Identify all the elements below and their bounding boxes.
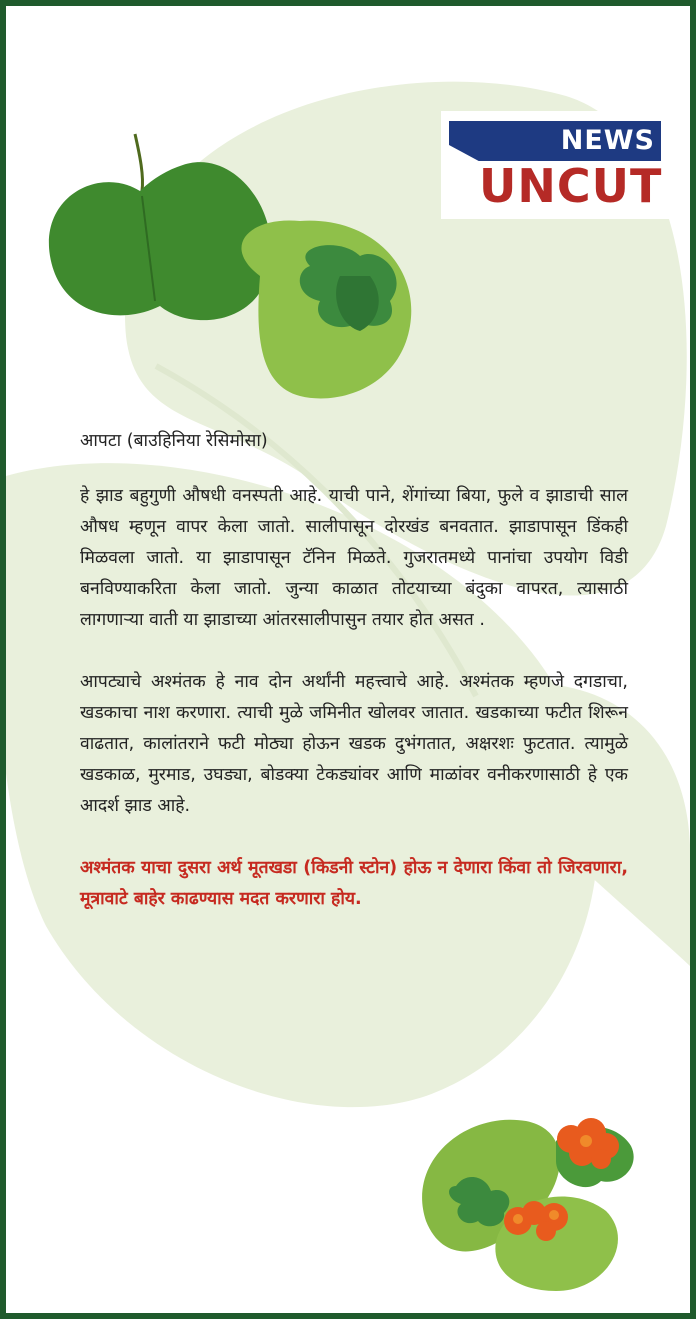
leaves-and-marigold-image	[406, 1101, 646, 1301]
article-body	[80, 426, 628, 946]
logo-uncut-text: UNCUT	[479, 159, 663, 213]
article-title: आपटा (बाउहिनिया रेसिमोसा)	[80, 431, 268, 451]
paragraph-kidney-stone: अश्मंतक याचा दुसरा अर्थ मूतखडा (किडनी स्टोन) होऊ न देणारा किंवा तो जिरवणारा, मूत्रावाटे बाहेर काढण्यास मदत करणारा होय.	[80, 858, 628, 909]
news-uncut-logo	[441, 111, 669, 219]
apta-leaves-image	[40, 126, 430, 416]
paragraph-uses: हे झाड बहुगुणी औषधी वनस्पती आहे. याची पाने, शेंगांच्या बिया, फुले व झाडाची साल औषध म्हणून वापर केला जातो. सालीपासून दोरखंड बनवतात. झाडापासून डिंकही मिळवला जातो. या झाडापासून टॅनिन मिळते. गुजरातमध्ये पानांचा उपयोग विडी बनविण्याकरिता केला जातो. जुन्या काळात तोटयाच्या बंदुका वापरत, त्यासाठी लागणाऱ्या वाती या झाडाच्या आंतरसालीपासुन तयार होत असत .	[80, 486, 628, 630]
paragraph-ashmantak: आपट्याचे अश्मंतक हे नाव दोन अर्थांनी महत्त्वाचे आहे. अश्मंतक म्हणजे दगडाचा, खडकाचा नाश करणारा. त्याची मुळे जमिनीत खोलवर जातात. खडकाच्या फटीत शिरून वाढतात, कालांतराने फटी मोठ्या होऊन खडक दुभंगतात, अक्षरशः फुटतात. त्यामुळे खडकाळ, मुरमाड, उघड्या, बोडक्या टेकड्यांवर आणि माळांवर वनीकरणासाठी हे एक आदर्श झाड आहे.	[80, 672, 628, 816]
logo-news-text: NEWS	[560, 125, 655, 156]
